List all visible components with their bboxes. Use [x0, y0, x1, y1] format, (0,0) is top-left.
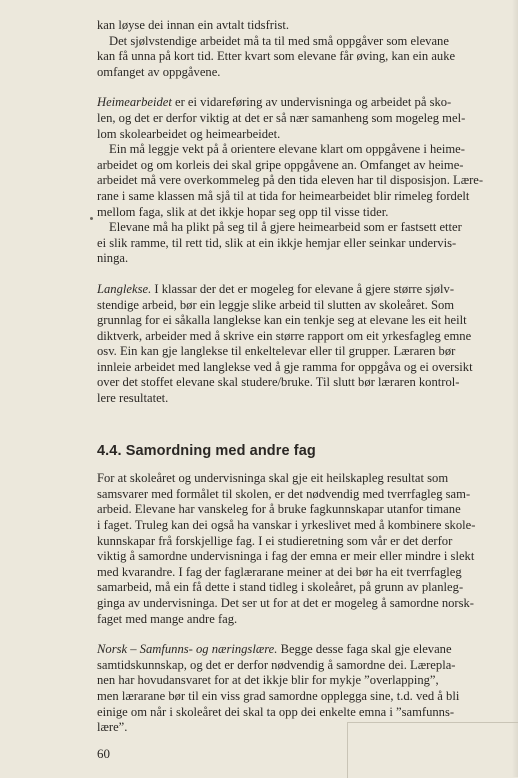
scan-corner-mark [347, 722, 518, 778]
paragraph: kan løyse dei innan ein avtalt tidsfrist. [97, 18, 290, 32]
paragraph-heimearbeidet: Heimearbeidet er ei vidareføring av undervisninga og arbeidet på sko- len, og det er derfor viktig at det er så nær samanheng som mogeleg mel- lom skolearbeidet og heimearbeidet. [97, 95, 466, 141]
paragraph-langlekse: Langlekse. I klassar der det er mogeleg for elevane å gjere større sjølv- stendige arbeid, bør ein leggje slike arbeid til slutten av skoleåret. Som grunnlag for ei såkalla langlekse kan ein tenkje seg at elevane les eit heilt diktverk, arbeider med å skrive ein større rapport om eit yrkesfagleg emne osv. Ein kan gje langlekse til enkeltelevar eller til grupper. Læraren bør innleie arbeidet med langlekse ved å gje ramma for oppgåva og ei oversikt over det stoffet elevane skal studere/bruke. Til slutt bør læraren kontrol- lere resultatet. [97, 281, 473, 406]
paragraph: Det sjølvstendige arbeidet må ta til med små oppgåver som elevane kan få unna på kort tid. Etter kvart som elevane får øving, kan ein auke omfanget av oppgåvene. [97, 33, 456, 79]
page-edge-shadow [512, 0, 518, 777]
paragraph: Elevane må ha plikt på seg til å gjere heimearbeid som er fastsett etter ei slik ramme, til rett tid, slik at ein ikkje hemjar eller seinkar undervis- ninga. [97, 220, 462, 266]
page-body [97, 18, 503, 736]
paragraph-norsk-samfunnslaere: Norsk – Samfunns- og næringslære. Begge desse faga skal gje elevane samtidskunnskap, og det er derfor nødvendig å samordne dei. Lærepla- nen har hovudansvaret for at det ikkje blir for mykje ”overlapping”, men lærarane bør til ein viss grad samordne opplegga sine, t.d. ved å bli einige om når i skoleåret dei skal ta opp dei enkelte emna i ”samfunns- lære”. [97, 642, 460, 735]
paragraph: Ein må leggje vekt på å orientere elevane klart om oppgåvene i heime- arbeidet og om korleis dei skal gripe oppgåvene an. Omfanget av heime- arbeidet må vere overkommeleg på den tida eleven har til disposisjon. Lære- rane i same klassen må sjå til at tida for heimearbeidet blir rimeleg fordelt mellom faga, slik at det ikkje hopar seg opp til visse tider. [97, 142, 484, 219]
term-heimearbeidet: Heimearbeidet [97, 95, 172, 110]
margin-mark [90, 217, 93, 220]
section-heading: 4.4. Samordning med andre fag [97, 442, 316, 459]
term-langlekse: Langlekse. [97, 281, 152, 296]
page-number: 60 [97, 746, 110, 761]
paragraph: For at skoleåret og undervisninga skal gje eit heilskapleg resultat som samsvarer med formålet til skolen, er det nødvendig med tverrfagleg sam- arbeid. Elevane har vanskeleg for å bruke fagkunnskapar utanfor timane i faget. Truleg kan dei også ha vanskar i yrkeslivet med å kombinere skole- kunnskapar frå forskjellige fag. I ei studieretning som vår er det derfor viktig å samordne undervisninga i fag der emna er meir eller mindre i slekt med kvarandre. I fag der faglærarane meiner at dei bør ha eit tverrfagleg samarbeid, må ein få dette i stand tidleg i skoleåret, på grunn av planleg- ginga av undervisninga. Det ser ut for at det er mogeleg å samordne norsk- faget med mange andre fag. [97, 471, 476, 626]
term-norsk-samfunnslaere: Norsk – Samfunns- og næringslære. [97, 642, 278, 657]
